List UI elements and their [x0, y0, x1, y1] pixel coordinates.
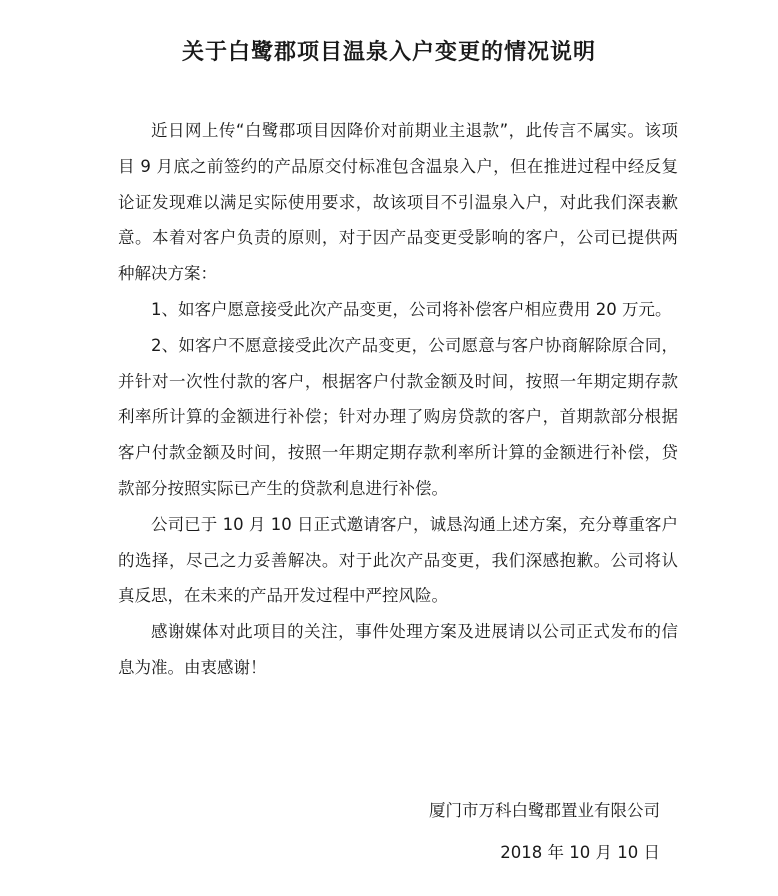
signature-block [429, 790, 660, 874]
signature-company: 厦门市万科白鹭郡置业有限公司 [429, 801, 660, 820]
document-title: 关于白鹭郡项目温泉入户变更的情况说明 [181, 40, 596, 65]
paragraph-option-1: 1、如客户愿意接受此次产品变更，公司将补偿客户相应费用 20 万元。 [151, 299, 672, 319]
paragraph-follow-up: 公司已于 10 月 10 日正式邀请客户，诚恳沟通上述方案，充分尊重客户的选择，尽己之力妥善解决。对于此次产品变更，我们深感抱歉。公司将认真反思，在未来的产品开发过程中严控风险。 [118, 514, 678, 606]
paragraph-intro: 近日网上传“白鹭郡项目因降价对前期业主退款”，此传言不属实。该项目 9 月底之前签约的产品原交付标准包含温泉入户，但在推进过程中经反复论证发现难以满足实际使用要求，故该项目不引温泉入户，对此我们深表歉意。本着对客户负责的原则，对于因产品变更受影响的客户，公司已提供两种解决方案： [118, 121, 678, 284]
signature-date: 2018 年 10 月 10 日 [500, 843, 660, 862]
paragraph-option-2: 2、如客户不愿意接受此次产品变更，公司愿意与客户协商解除原合同，并针对一次性付款的客户，根据客户付款金额及时间，按照一年期定期存款利率所计算的金额进行补偿；针对办理了购房贷款的客户，首期款部分根据客户付款金额及时间，按照一年期定期存款利率所计算的金额进行补偿，贷款部分按照实际已产生的贷款利息进行补偿。 [118, 335, 678, 498]
paragraph-thanks: 感谢媒体对此项目的关注，事件处理方案及进展请以公司正式发布的信息为准。由衷感谢！ [118, 622, 678, 677]
document-body [118, 113, 678, 686]
